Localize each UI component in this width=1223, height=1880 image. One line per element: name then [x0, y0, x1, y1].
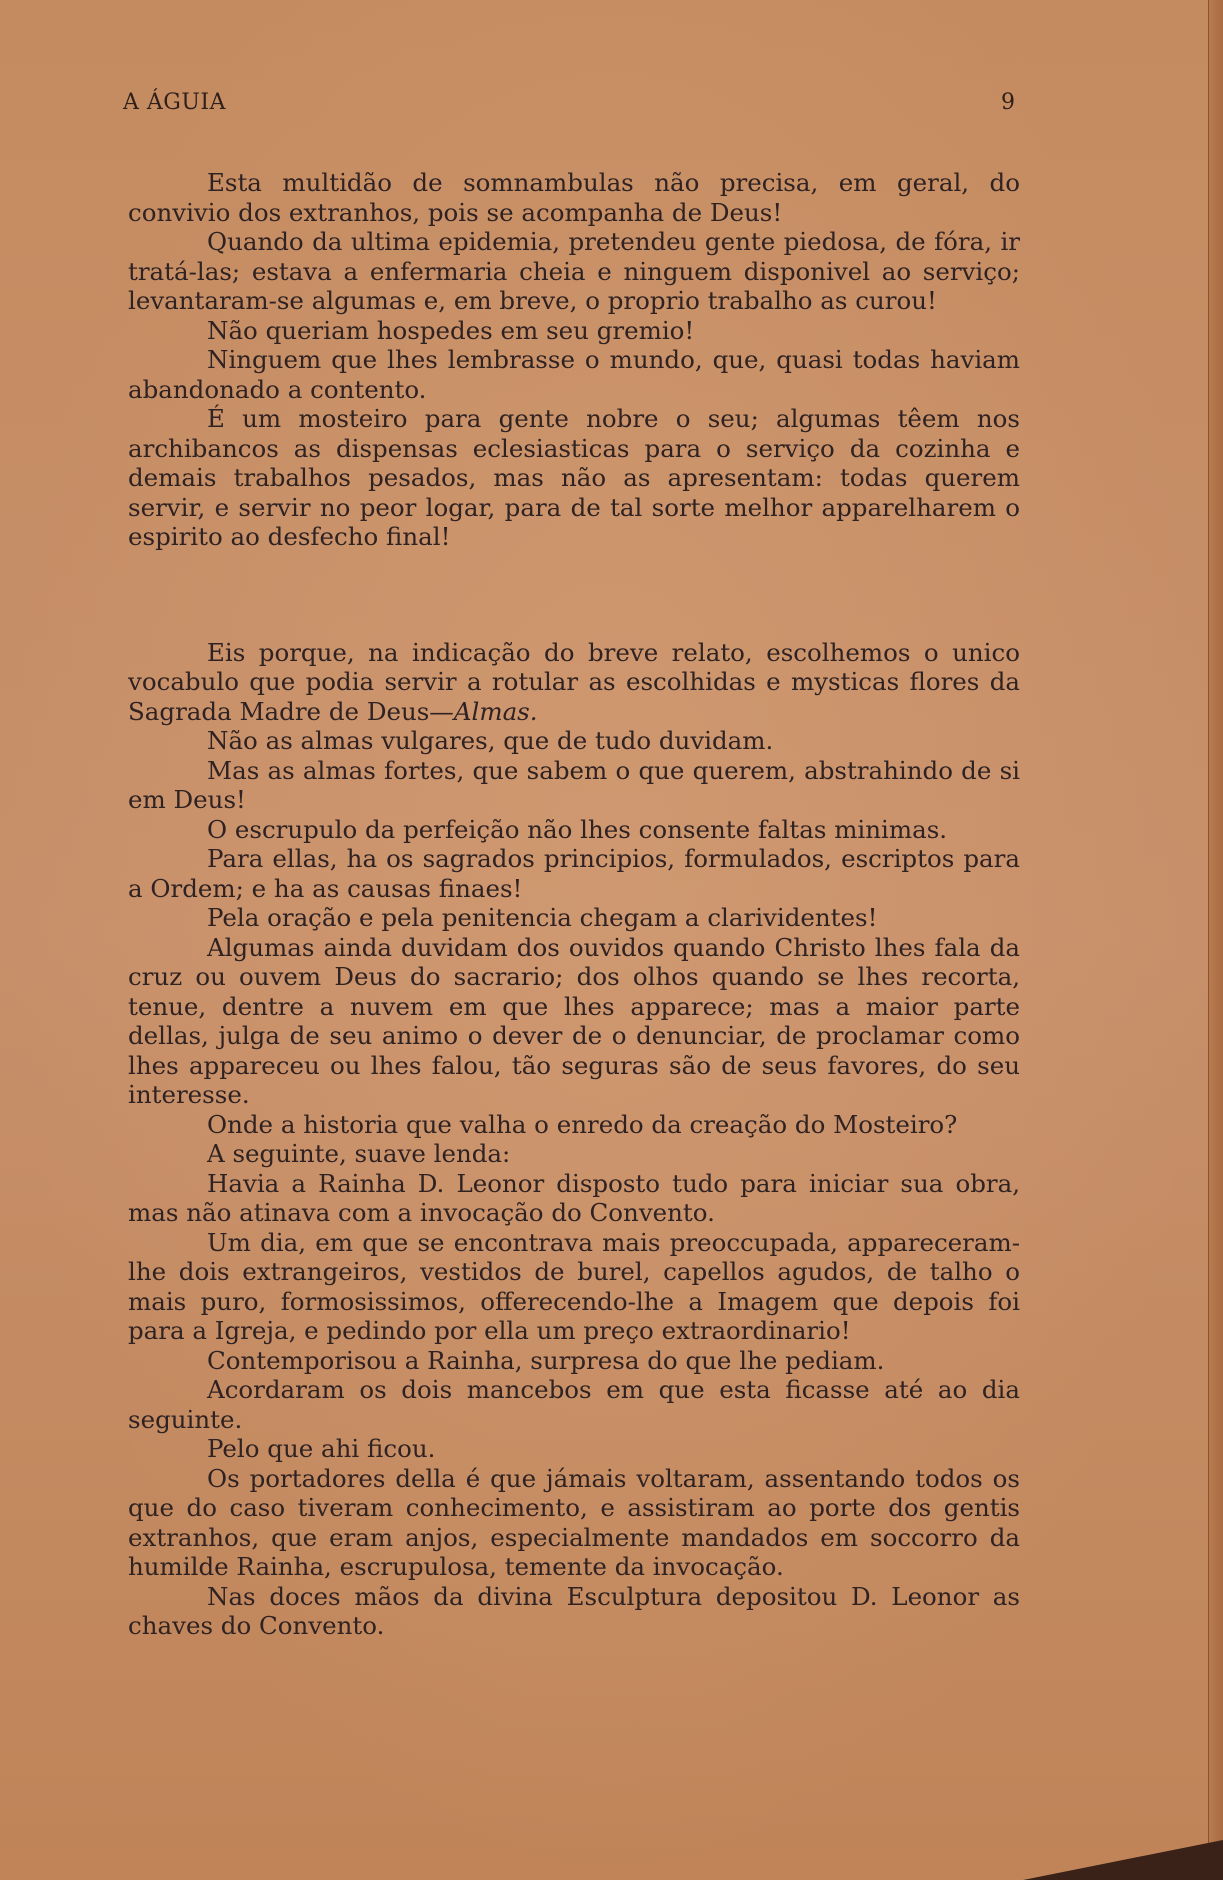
paragraph: Para ellas, ha os sagrados principios, formulados, escriptos para a Ordem; e ha as causas finaes! [128, 844, 1020, 903]
body-text [128, 168, 1020, 1641]
paragraph: Mas as almas fortes, que sabem o que querem, abstrahindo de si em Deus! [128, 755, 1020, 814]
paragraph: Esta multidão de somnambulas não precisa, em geral, do convivio dos extranhos, pois se acompanha de Deus! [128, 168, 1020, 227]
paragraph: Algumas ainda duvidam dos ouvidos quando Christo lhes fala da cruz ou ouvem Deus do sacrario; dos olhos quando se lhes recorta, tenue, dentre a nuvem em que lhes apparece; mas a maior parte dellas, julga de seu animo o dever de o denunciar, de proclamar como lhes appareceu ou lhes falou, tão seguras são de seus favores, do seu interesse. [128, 932, 1020, 1109]
paragraph: É um mosteiro para gente nobre o seu; algumas têem nos archibancos as dispensas eclesiasticas para o serviço da cozinha e demais trabalhos pesados, mas não as apresentam: todas querem servir, e servir no peor logar, para de tal sorte melhor apparelharem o espirito ao desfecho final! [128, 404, 1020, 551]
paragraph: Um dia, em que se encontrava mais preoccupada, appareceram-lhe dois extrangeiros, vestidos de burel, capellos agudos, de talho o mais puro, formosissimos, offerecendo-lhe a Imagem que depois foi para a Igreja, e pedindo por ella um preço extraordinario! [128, 1227, 1020, 1345]
paragraph: Onde a historia que valha o enredo da creação do Mosteiro? [207, 1109, 958, 1139]
italic-word: Almas. [453, 696, 538, 726]
paragraph-text: Eis porque, na indicação do breve relato, escolhemos o unico vocabulo que podia servir a rotular as escolhidas e mysticas flores da Sagrada Madre de Deus— [128, 637, 1020, 726]
paragraph: Ninguem que lhes lembrasse o mundo, que, quasi todas haviam abandonado a contento. [128, 345, 1020, 404]
paragraph: Pela oração e pela penitencia chegam a clarividentes! [207, 903, 878, 932]
paragraph: Quando da ultima epidemia, pretendeu gente piedosa, de fóra, ir tratá-las; estava a enfermaria cheia e ninguem disponivel ao serviço; levantaram-se algumas e, em breve, o proprio trabalho as curou! [128, 227, 1020, 315]
paragraph: Nas doces mãos da divina Esculptura depositou D. Leonor as chaves do Convento. [128, 1581, 1020, 1640]
paragraph: O escrupulo da perfeição não lhes consente faltas minimas. [207, 814, 948, 844]
paragraph: Havia a Rainha D. Leonor disposto tudo para iniciar sua obra, mas não atinava com a invocação do Convento. [128, 1168, 1020, 1227]
paragraph: Não as almas vulgares, que de tudo duvidam. [207, 726, 774, 755]
paragraph: Os portadores della é que jámais voltaram, assentando todos os que do caso tiveram conhecimento, e assistiram ao porte dos gentis extranhos, que eram anjos, especialmente mandados em soccorro da humilde Rainha, escrupulosa, temente da invocação. [128, 1463, 1020, 1581]
paragraph: Não queriam hospedes em seu gremio! [207, 315, 695, 345]
torn-corner [1023, 1840, 1223, 1880]
paragraph: A seguinte, suave lenda: [207, 1139, 511, 1168]
section-break [128, 552, 1020, 638]
paragraph: Acordaram os dois mancebos em que esta ficasse até ao dia seguinte. [128, 1375, 1020, 1434]
page-number: 9 [1001, 90, 1015, 115]
paragraph [128, 638, 1020, 727]
paragraph: Pelo que ahi ficou. [207, 1434, 436, 1463]
running-title: A ÁGUIA [123, 90, 226, 115]
paragraph: Contemporisou a Rainha, surpresa do que lhe pediam. [207, 1345, 885, 1375]
page-edge [1208, 0, 1223, 1880]
running-header [123, 90, 1015, 122]
